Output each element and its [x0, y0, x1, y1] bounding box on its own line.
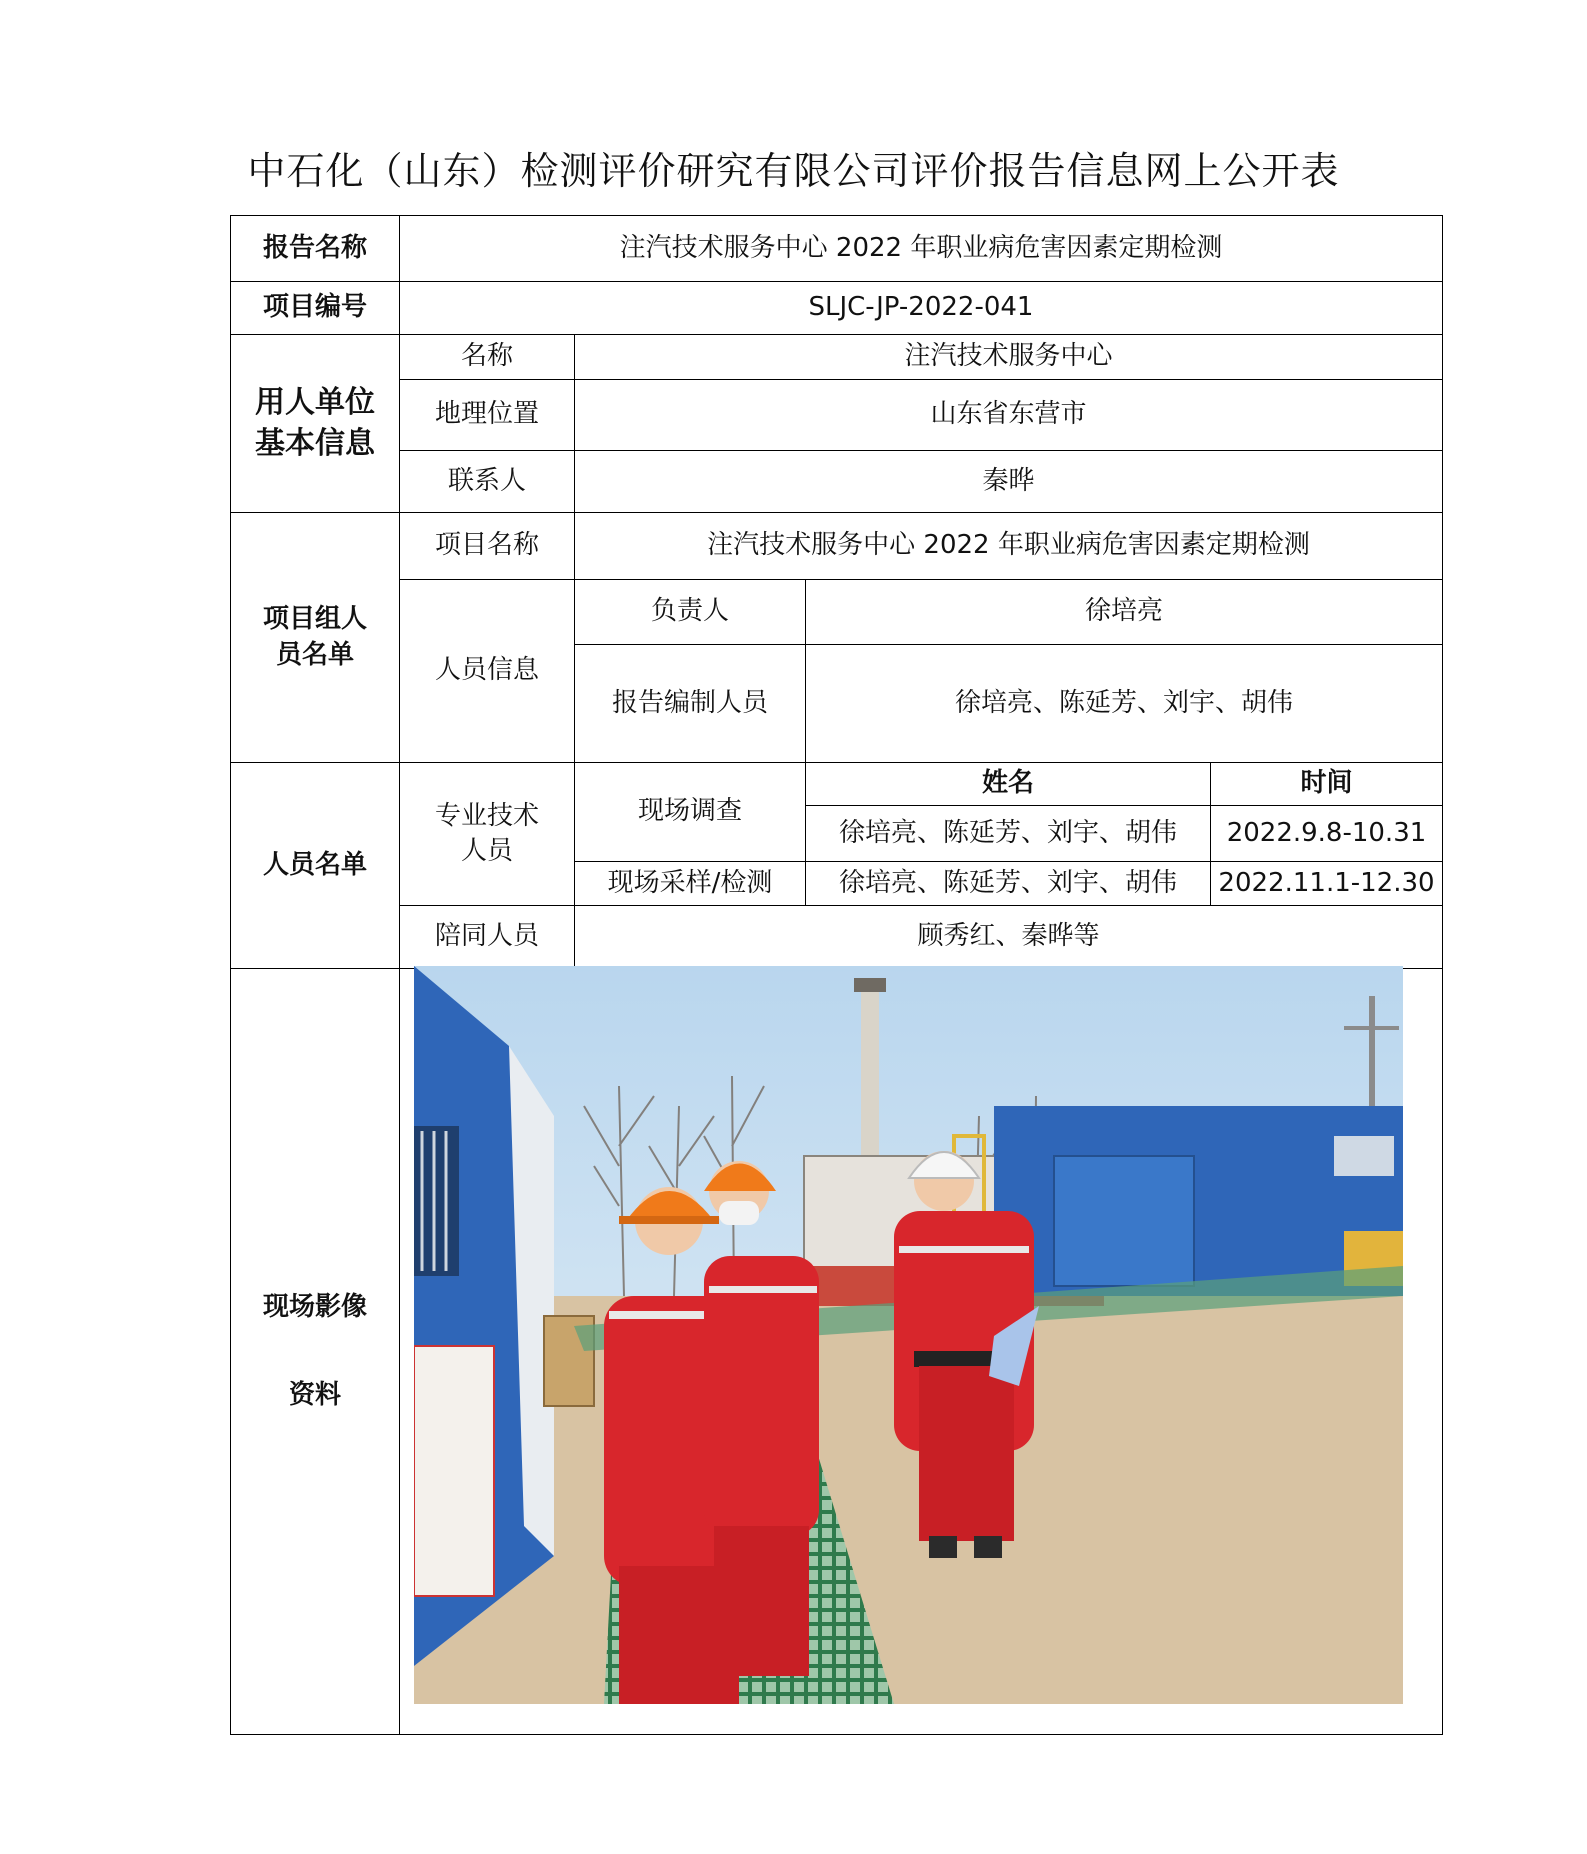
survey-names: 徐培亮、陈延芳、刘宇、胡伟	[805, 805, 1211, 862]
staff-list-label: 人员名单	[230, 762, 400, 969]
sampling-names: 徐培亮、陈延芳、刘宇、胡伟	[805, 861, 1211, 906]
companion-label: 陪同人员	[399, 905, 575, 969]
leader-label: 负责人	[574, 579, 806, 645]
site-photo	[414, 966, 1403, 1704]
project-code-value: SLJC-JP-2022-041	[399, 281, 1443, 335]
project-team-label-line1: 项目组人	[262, 604, 367, 635]
tech-staff-label-line1: 专业技术	[434, 800, 539, 831]
sampling-time: 2022.11.1-12.30	[1210, 861, 1443, 906]
project-name-value: 注汽技术服务中心 2022 年职业病危害因素定期检测	[574, 512, 1443, 580]
page-title: 中石化（山东）检测评价研究有限公司评价报告信息网上公开表	[247, 149, 1340, 193]
location-label: 地理位置	[399, 379, 575, 451]
site-survey-label: 现场调查	[574, 762, 806, 862]
site-images-label	[230, 968, 400, 1735]
project-name-label: 项目名称	[399, 512, 575, 580]
leader-value: 徐培亮	[805, 579, 1443, 645]
project-team-label	[230, 512, 400, 763]
report-name-value: 注汽技术服务中心 2022 年职业病危害因素定期检测	[399, 215, 1443, 282]
employer-info-label	[230, 334, 400, 513]
project-team-label-line2: 员名单	[275, 639, 354, 670]
name-header: 姓名	[805, 762, 1211, 806]
employer-info-label-line1: 用人单位	[255, 385, 375, 420]
report-writers-label: 报告编制人员	[574, 644, 806, 763]
contact-value: 秦晔	[574, 450, 1443, 513]
contact-label: 联系人	[399, 450, 575, 513]
report-name-label: 报告名称	[230, 215, 400, 282]
employer-name-label: 名称	[399, 334, 575, 380]
site-photo-illustration	[414, 966, 1403, 1704]
report-writers-value: 徐培亮、陈延芳、刘宇、胡伟	[805, 644, 1443, 763]
site-images-label-line2: 资料	[288, 1379, 341, 1410]
companion-value: 顾秀红、秦晔等	[574, 905, 1443, 969]
time-header: 时间	[1210, 762, 1443, 806]
employer-name-value: 注汽技术服务中心	[574, 334, 1443, 380]
survey-time: 2022.9.8-10.31	[1210, 805, 1443, 862]
site-images-label-line1: 现场影像	[262, 1292, 367, 1323]
employer-info-label-line2: 基本信息	[255, 425, 375, 461]
tech-staff-label	[399, 762, 575, 906]
site-sampling-label: 现场采样/检测	[574, 861, 806, 906]
personnel-info-label: 人员信息	[399, 579, 575, 763]
project-code-label: 项目编号	[230, 281, 400, 335]
tech-staff-label-line2: 人员	[460, 836, 513, 866]
location-value: 山东省东营市	[574, 379, 1443, 451]
